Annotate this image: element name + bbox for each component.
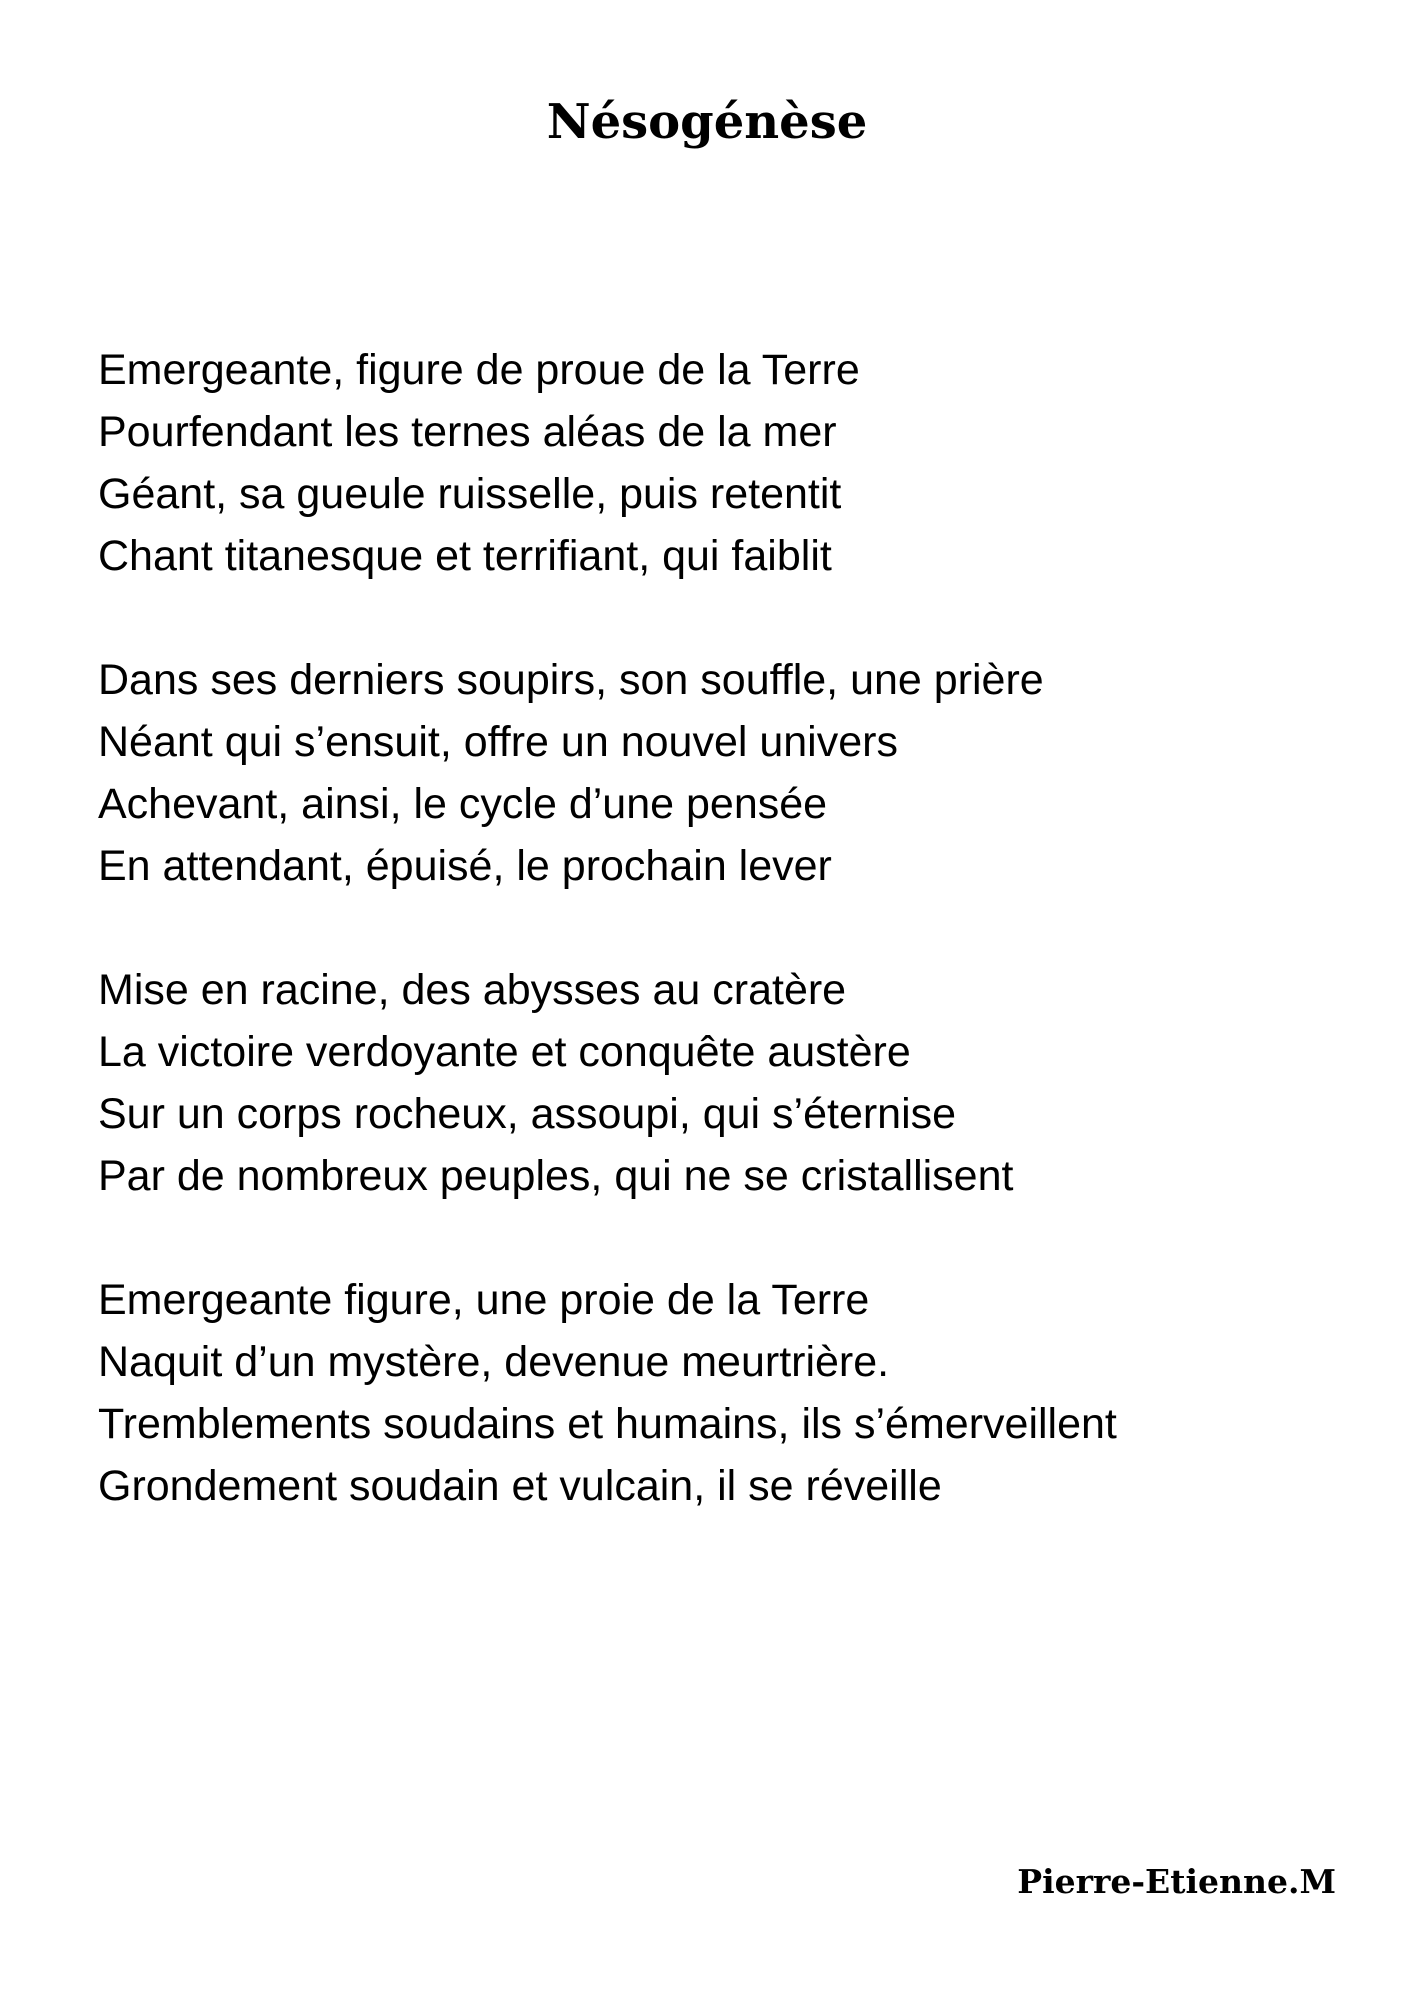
verse-line: Dans ses derniers soupirs, son souffle, une prière bbox=[98, 656, 1044, 704]
verse-line: Chant titanesque et terrifiant, qui faiblit bbox=[98, 532, 832, 580]
poem-body bbox=[98, 339, 1338, 1517]
verse-line: Sur un corps rocheux, assoupi, qui s’éternise bbox=[98, 1090, 957, 1138]
stanza-1 bbox=[98, 339, 1338, 587]
stanza-2 bbox=[98, 649, 1338, 897]
verse-line: Mise en racine, des abysses au cratère bbox=[98, 966, 847, 1014]
verse-line: Grondement soudain et vulcain, il se réveille bbox=[98, 1462, 942, 1510]
verse-line: Néant qui s’ensuit, offre un nouvel univers bbox=[98, 718, 898, 766]
verse-line: Tremblements soudains et humains, ils s’émerveillent bbox=[98, 1400, 1117, 1448]
verse-line: Emergeante figure, une proie de la Terre bbox=[98, 1276, 870, 1324]
verse-line: Achevant, ainsi, le cycle d’une pensée bbox=[98, 780, 828, 828]
author-signature: Pierre-Etienne.M bbox=[1017, 1862, 1336, 1901]
verse-line: Par de nombreux peuples, qui ne se cristallisent bbox=[98, 1152, 1014, 1200]
verse-line: En attendant, épuisé, le prochain lever bbox=[98, 842, 832, 890]
verse-line: Emergeante, figure de proue de la Terre bbox=[98, 346, 860, 394]
verse-line: Naquit d’un mystère, devenue meurtrière. bbox=[98, 1338, 890, 1386]
poem-title: Nésogénèse bbox=[546, 94, 868, 150]
stanza-3 bbox=[98, 959, 1338, 1207]
verse-line: Pourfendant les ternes aléas de la mer bbox=[98, 408, 837, 456]
verse-line: La victoire verdoyante et conquête austère bbox=[98, 1028, 911, 1076]
verse-line: Géant, sa gueule ruisselle, puis retentit bbox=[98, 470, 842, 518]
stanza-4 bbox=[98, 1269, 1338, 1517]
